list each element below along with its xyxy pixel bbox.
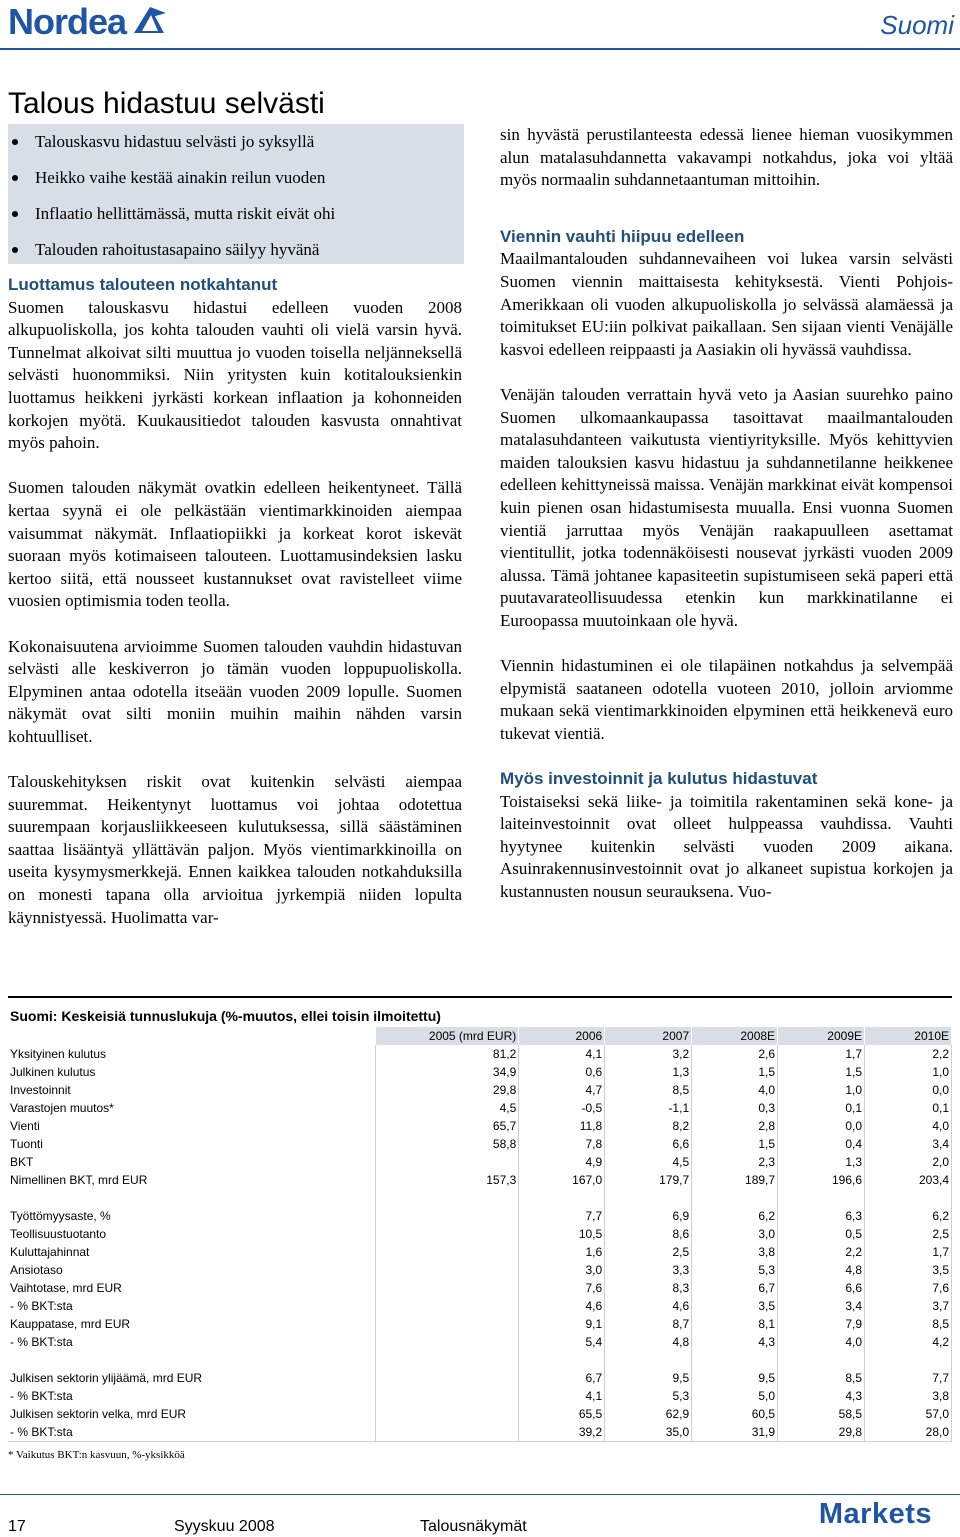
table-cell	[376, 1297, 519, 1315]
table-cell: 4,7	[519, 1081, 605, 1099]
table-row	[8, 1279, 952, 1297]
table-cell: 9,5	[605, 1369, 692, 1387]
table-cell: 8,7	[605, 1315, 692, 1333]
table-cell: 203,4	[865, 1171, 952, 1189]
paragraph: Kokonaisuutena arvioimme Suomen talouden vauhdin hidastuvan selvästi alle keskiverron jo tämän vuoden loppupuoliskolla. Elpyminen antaa odotella itseään vuoden 2009 lopulle. Suomen näkymät ovat silti moniin muihin maihin nähden varsin kohtuulliset.	[8, 636, 462, 746]
left-column	[8, 274, 462, 929]
table-cell: 4,3	[692, 1333, 778, 1351]
table-cell: 6,2	[865, 1207, 952, 1225]
table-row	[8, 1387, 952, 1405]
table-cell: -1,1	[605, 1099, 692, 1117]
row-label: Julkisen sektorin velka, mrd EUR	[8, 1405, 376, 1423]
table-cell: 1,0	[865, 1063, 952, 1081]
table-cell	[376, 1423, 519, 1442]
table-row	[8, 1297, 952, 1315]
table-cell: 39,2	[519, 1423, 605, 1442]
table-row	[8, 1063, 952, 1081]
table-cell: 35,0	[605, 1423, 692, 1442]
table-cell: 1,7	[778, 1045, 865, 1063]
table-cell: 28,0	[865, 1423, 952, 1442]
logo-text: Nordea	[8, 1, 127, 42]
table-row	[8, 1135, 952, 1153]
table-cell: 1,5	[692, 1063, 778, 1081]
row-label: Ansiotaso	[8, 1261, 376, 1279]
table-row	[8, 1333, 952, 1351]
table-row	[8, 1243, 952, 1261]
paragraph: Maailmantalouden suhdannevaiheen voi lukea varsin selvästi Suomen viennin maittaisesta kehityksestä. Vienti Pohjois-Amerikkaan oli vuoden alkupuoliskolla jo selvässä alamäessä ja toimitukset EU:iin polkivat paikallaan. Sen sijaan vienti Venäjälle kasvoi edelleen reippaasti ja Aasiakin oli hyvässä vauhdissa.	[500, 249, 953, 359]
table-cell: 7,6	[865, 1279, 952, 1297]
row-label: Julkinen kulutus	[8, 1063, 376, 1081]
table-cell: 9,5	[692, 1369, 778, 1387]
table-cell: 0,1	[778, 1099, 865, 1117]
table-cell: 2,6	[692, 1045, 778, 1063]
table-cell: 4,0	[865, 1117, 952, 1135]
right-column	[500, 124, 953, 904]
paragraph: Suomen talouskasvu hidastui edelleen vuoden 2008 alkupuoliskolla, jos kohta talouden vauhti oli vielä varsin hyvä. Tunnelmat alkoivat silti muuttua jo vuoden toisella neljänneksellä selvästi huonommiksi. Niin yritysten kuin kotitalouksienkin luottamus heikkeni jyrkästi korkean inflaation ja kohonneiden korkojen myötä. Kuukausitiedot talouden kasvusta onnahtivat myös pahoin.	[8, 297, 462, 453]
footer-date: Syyskuu 2008	[174, 1518, 275, 1535]
table-cell: 6,9	[605, 1207, 692, 1225]
table-cell: 4,0	[692, 1081, 778, 1099]
table-cell	[376, 1225, 519, 1243]
table-cell: 2,2	[865, 1045, 952, 1063]
table-footnote: * Vaikutus BKT:n kasvuun, %-yksikköä	[8, 1449, 185, 1461]
table-cell: 7,9	[778, 1315, 865, 1333]
table-cell: 8,3	[605, 1279, 692, 1297]
column-header: 2008E	[692, 1027, 778, 1045]
table-cell: 7,6	[519, 1279, 605, 1297]
table-cell: 3,4	[778, 1297, 865, 1315]
nordea-sail-icon	[130, 5, 168, 35]
row-label: Kauppatase, mrd EUR	[8, 1315, 376, 1333]
table-cell: 4,5	[376, 1099, 519, 1117]
key-figures-table	[8, 1027, 952, 1442]
table-cell: 1,3	[605, 1063, 692, 1081]
paragraph: Viennin hidastuminen ei ole tilapäinen notkahdus ja selvempää elpymistä saataneen odotella vuoteen 2010, jolloin arviomme mukaan sekä vientimarkkinoiden elpyminen että heikkenevä euro tukevat vientiä.	[500, 656, 953, 743]
table-cell: 2,3	[692, 1153, 778, 1171]
table-cell: 8,6	[605, 1225, 692, 1243]
table-cell: 5,4	[519, 1333, 605, 1351]
row-label: - % BKT:sta	[8, 1387, 376, 1405]
table-cell: 5,0	[692, 1387, 778, 1405]
nordea-logo	[8, 1, 168, 42]
table-spacer-row	[8, 1351, 952, 1369]
table-cell: 2,0	[865, 1153, 952, 1171]
table-cell	[376, 1369, 519, 1387]
row-label: Teollisuustuotanto	[8, 1225, 376, 1243]
table-cell: 3,8	[865, 1387, 952, 1405]
table-cell	[376, 1405, 519, 1423]
table-spacer-row	[8, 1189, 952, 1207]
table-cell: 8,1	[692, 1315, 778, 1333]
table-cell: 4,6	[519, 1297, 605, 1315]
table-cell: 2,5	[865, 1225, 952, 1243]
table-row	[8, 1405, 952, 1423]
table-cell: 4,9	[519, 1153, 605, 1171]
table-row	[8, 1369, 952, 1387]
section-heading: Myös investoinnit ja kulutus hidastuvat	[500, 769, 818, 789]
row-label: Investoinnit	[8, 1081, 376, 1099]
table-cell: 1,6	[519, 1243, 605, 1261]
table-cell: 2,2	[778, 1243, 865, 1261]
table-cell	[376, 1153, 519, 1171]
table-cell: 7,7	[519, 1207, 605, 1225]
table-cell	[376, 1207, 519, 1225]
column-header: 2005 (mrd EUR)	[376, 1027, 519, 1045]
markets-logo: Markets	[818, 1498, 932, 1530]
table-cell: 6,7	[519, 1369, 605, 1387]
table-cell: 34,9	[376, 1063, 519, 1081]
row-label: Työttömyysaste, %	[8, 1207, 376, 1225]
table-cell	[376, 1315, 519, 1333]
table-cell: 8,5	[778, 1369, 865, 1387]
page-title: Talous hidastuu selvästi	[8, 87, 325, 120]
column-header: 2007	[605, 1027, 692, 1045]
country-label: Suomi	[880, 10, 954, 40]
table-cell	[376, 1387, 519, 1405]
table-cell: 3,4	[865, 1135, 952, 1153]
page-number: 17	[8, 1518, 26, 1535]
section-heading: Luottamus talouteen notkahtanut	[8, 275, 278, 294]
table-cell: 4,6	[605, 1297, 692, 1315]
table-cell: 6,7	[692, 1279, 778, 1297]
paragraph: Toistaiseksi sekä liike- ja toimitila rakentaminen sekä kone- ja laiteinvestoinnit ovat olleet hulppeassa vauhdissa. Vauhti hyytynee kuitenkin selvästi vuoden 2009 aikana. Asuinrakennusinvestoinnit ovat jo alkaneet supistua korkojen ja kustannusten nousun seurauksena. Vuo-	[500, 791, 953, 901]
column-header: 2009E	[778, 1027, 865, 1045]
table-cell: 3,0	[519, 1261, 605, 1279]
paragraph: Suomen talouden näkymät ovatkin edelleen heikentyneet. Tällä kertaa syynä ei ole pelkästään vientimarkkinoiden aiempaa vaisummat näkymät. Inflaatiopiikki ja korkeat korot iskevät suoraan myös kotimaiseen talouteen. Luottamusindeksien lasku kertoo siitä, että nousseet kustannukset ovat ravistelleet viime vuosien optimismia toden teolla.	[8, 478, 462, 611]
row-label: BKT	[8, 1153, 376, 1171]
table-cell: 11,8	[519, 1117, 605, 1135]
table-cell: 8,5	[605, 1081, 692, 1099]
footer-rule	[0, 1494, 960, 1495]
table-cell: 157,3	[376, 1171, 519, 1189]
table-cell: 58,5	[778, 1405, 865, 1423]
table-cell	[376, 1333, 519, 1351]
table-cell: 8,2	[605, 1117, 692, 1135]
row-label: Kuluttajahinnat	[8, 1243, 376, 1261]
row-label: Tuonti	[8, 1135, 376, 1153]
table-cell: 1,5	[692, 1135, 778, 1153]
table-cell: 3,5	[865, 1261, 952, 1279]
footer-publication: Talousnäkymät	[420, 1518, 527, 1535]
table-row	[8, 1153, 952, 1171]
table-row	[8, 1045, 952, 1063]
table-cell: 0,6	[519, 1063, 605, 1081]
table-header-row	[8, 1027, 952, 1045]
table-cell: 196,6	[778, 1171, 865, 1189]
table-cell: 10,5	[519, 1225, 605, 1243]
table-cell: 2,5	[605, 1243, 692, 1261]
paragraph: Talouskehityksen riskit ovat kuitenkin selvästi aiempaa suuremmat. Heikentynyt luottamus voi johtaa odotettua suurempaan korjausliikkeeseen kulutuksessa, sillä säästäminen saattaa lisääntyä yllättävän paljon. Myös vientimarkkinoilla on useita kysymysmerkkejä. Ennen kaikkea talouden notkahduksilla on monesti tapana olla arvioitua jyrkempiä niiden lopulta käynnistyessä. Huolimatta var-	[8, 772, 462, 927]
table-cell: 5,3	[605, 1387, 692, 1405]
table-cell: 29,8	[778, 1423, 865, 1442]
table-cell: 6,3	[778, 1207, 865, 1225]
table-cell: 1,3	[778, 1153, 865, 1171]
table-row	[8, 1117, 952, 1135]
table-row	[8, 1207, 952, 1225]
table-cell: 3,3	[605, 1261, 692, 1279]
table-cell: 8,5	[865, 1315, 952, 1333]
table-cell: 4,2	[865, 1333, 952, 1351]
summary-bullet: Heikko vaihe kestää ainakin reilun vuoden	[8, 160, 464, 196]
table-row	[8, 1225, 952, 1243]
table-cell: 4,5	[605, 1153, 692, 1171]
column-header: 2010E	[865, 1027, 952, 1045]
column-header: 2006	[519, 1027, 605, 1045]
row-label: - % BKT:sta	[8, 1333, 376, 1351]
table-cell	[376, 1279, 519, 1297]
table-cell: 65,5	[519, 1405, 605, 1423]
table-cell: 4,0	[778, 1333, 865, 1351]
table-row	[8, 1099, 952, 1117]
table-cell: 4,1	[519, 1387, 605, 1405]
table-row	[8, 1261, 952, 1279]
row-label: Julkisen sektorin ylijäämä, mrd EUR	[8, 1369, 376, 1387]
row-label: - % BKT:sta	[8, 1297, 376, 1315]
table-cell: 1,0	[778, 1081, 865, 1099]
table-cell: 7,8	[519, 1135, 605, 1153]
table-cell: 0,0	[865, 1081, 952, 1099]
summary-bullet: Talouskasvu hidastuu selvästi jo syksyllä	[8, 124, 464, 160]
row-label: Varastojen muutos*	[8, 1099, 376, 1117]
table-cell: 4,1	[519, 1045, 605, 1063]
table-cell: 0,0	[778, 1117, 865, 1135]
table-cell: 6,6	[778, 1279, 865, 1297]
header-rule	[0, 48, 960, 50]
row-label: - % BKT:sta	[8, 1423, 376, 1442]
paragraph: Venäjän talouden verrattain hyvä veto ja Aasian suurehko paino Suomen ulkomaankaupassa tasoittavat maailmantalouden matalasuhdanteen vaikutusta vientiyrityksille. Myös kehittyvien maiden talouksien kasvu hidastuu ja suhdannetilanne heikkenee edelleen kehittyneissä maissa. Venäjän markkinat eivät kompensoi kuin pienen osan hidastumisesta muualla. Ensi vuonna Suomen vientiä jarruttaa myös Venäjän raakapuulleen asettamat vientitullit, jotka todennäköisesti nousevat jyrkästi vuoden 2009 alussa. Tämä johtanee kapasiteetin supistumiseen sekä paperi että puutavarateollisuudessa etenkin kun markkinatilanne ei Euroopassa muutoinkaan ole hyvä.	[500, 384, 953, 630]
summary-box	[8, 124, 464, 264]
table-row	[8, 1171, 952, 1189]
table-cell: 3,0	[692, 1225, 778, 1243]
table-cell: 0,4	[778, 1135, 865, 1153]
page-footer	[0, 1494, 960, 1537]
table-cell: 58,8	[376, 1135, 519, 1153]
table-cell: 4,3	[778, 1387, 865, 1405]
summary-bullet: Inflaatio hellittämässä, mutta riskit eivät ohi	[8, 196, 464, 232]
table-cell	[376, 1243, 519, 1261]
table-cell: 57,0	[865, 1405, 952, 1423]
summary-bullet: Talouden rahoitustasapaino säilyy hyvänä	[8, 232, 464, 268]
table-cell: 60,5	[692, 1405, 778, 1423]
table-cell: 3,2	[605, 1045, 692, 1063]
table-cell: 62,9	[605, 1405, 692, 1423]
table-cell: 167,0	[519, 1171, 605, 1189]
row-label: Vaihtotase, mrd EUR	[8, 1279, 376, 1297]
table-cell: 29,8	[376, 1081, 519, 1099]
table-row	[8, 1423, 952, 1442]
table-cell: 0,1	[865, 1099, 952, 1117]
table-cell	[376, 1261, 519, 1279]
table-cell: 31,9	[692, 1423, 778, 1442]
row-label: Nimellinen BKT, mrd EUR	[8, 1171, 376, 1189]
table-cell: 5,3	[692, 1261, 778, 1279]
table-cell: 3,5	[692, 1297, 778, 1315]
row-label: Vienti	[8, 1117, 376, 1135]
table-cell: 81,2	[376, 1045, 519, 1063]
table-cell: 6,6	[605, 1135, 692, 1153]
table-cell: 0,5	[778, 1225, 865, 1243]
table-cell: 3,7	[865, 1297, 952, 1315]
table-rule	[8, 996, 952, 998]
table-cell: 4,8	[778, 1261, 865, 1279]
table-cell: 189,7	[692, 1171, 778, 1189]
table-cell: 0,3	[692, 1099, 778, 1117]
table-row	[8, 1081, 952, 1099]
table-cell: 7,7	[865, 1369, 952, 1387]
paragraph: sin hyvästä perustilanteesta edessä lienee hieman vuosikymmen alun matalasuhdannetta vakavampi notkahdus, joka voi yltää myös normaalin suhdannetaantuman mittoihin.	[500, 125, 953, 190]
table-cell: 9,1	[519, 1315, 605, 1333]
table-cell: 6,2	[692, 1207, 778, 1225]
table-cell: -0,5	[519, 1099, 605, 1117]
section-heading: Viennin vauhti hiipuu edelleen	[500, 226, 745, 246]
table-cell: 1,5	[778, 1063, 865, 1081]
table-cell: 2,8	[692, 1117, 778, 1135]
table-row	[8, 1315, 952, 1333]
table-cell: 65,7	[376, 1117, 519, 1135]
table-cell: 1,7	[865, 1243, 952, 1261]
table-cell: 4,8	[605, 1333, 692, 1351]
table-title: Suomi: Keskeisiä tunnuslukuja (%-muutos, ellei toisin ilmoitettu)	[10, 1008, 441, 1024]
row-label: Yksityinen kulutus	[8, 1045, 376, 1063]
table-cell: 3,8	[692, 1243, 778, 1261]
table-cell: 179,7	[605, 1171, 692, 1189]
